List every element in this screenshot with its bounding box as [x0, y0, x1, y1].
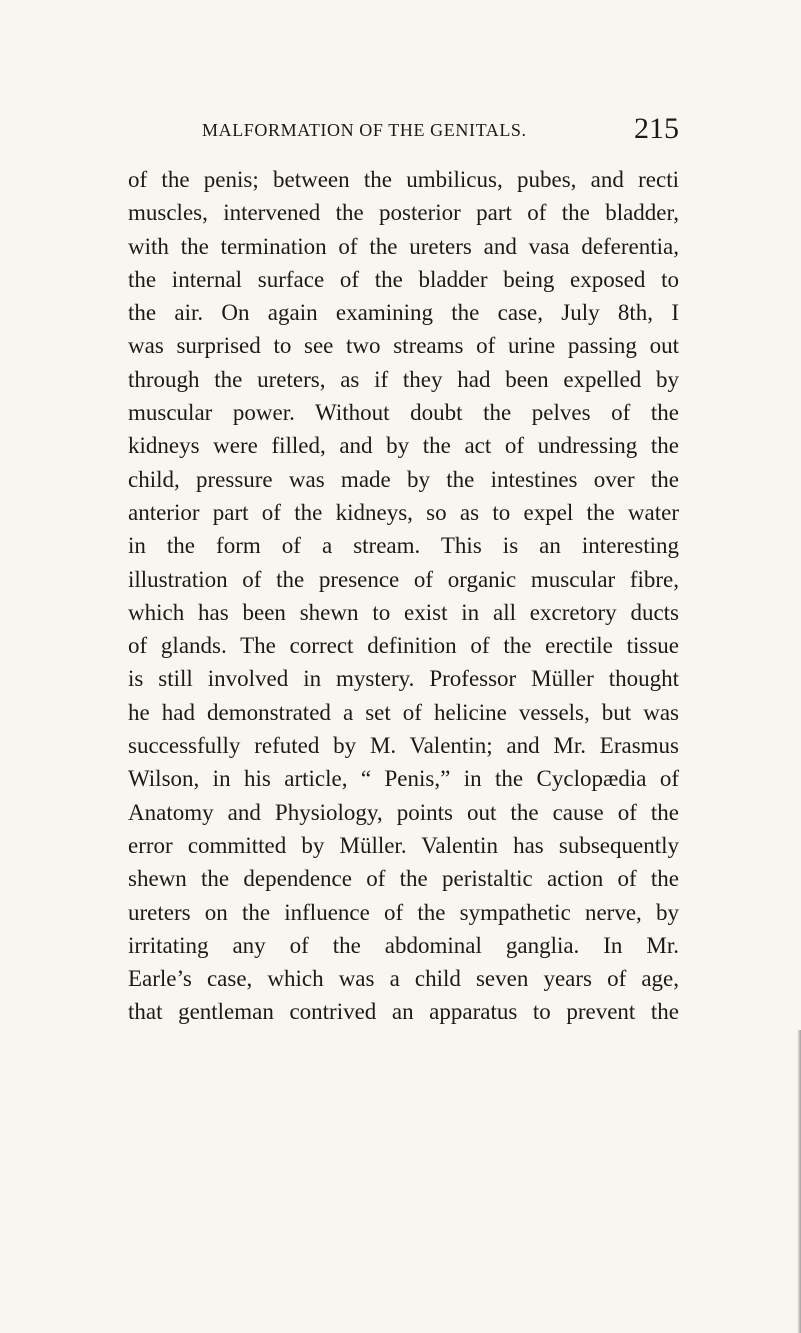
body-text — [128, 163, 679, 1029]
text-line: of the penis; between the umbilicus, pubes, and recti — [128, 167, 679, 192]
text-line: the air. On again examining the case, July 8th, I — [128, 300, 679, 326]
text-line: the internal surface of the bladder being exposed to — [128, 266, 679, 292]
text-line: shewn the dependence of the peristaltic action of the — [128, 866, 679, 892]
text-line: that gentleman contrived an apparatus to prevent the — [128, 999, 679, 1025]
text-line: Anatomy and Physiology, points out the cause of the — [128, 799, 679, 825]
page-number: 215 — [634, 112, 679, 145]
text-line: Earle’s case, which was a child seven years of age, — [128, 966, 679, 992]
text-line: ureters on the influence of the sympathetic nerve, by — [128, 899, 679, 925]
text-line: of glands. The correct definition of the erectile tissue — [128, 633, 679, 659]
running-head: MALFORMATION OF THE GENITALS. — [202, 120, 527, 140]
page-edge-shadow — [797, 1030, 801, 1333]
text-line: is still involved in mystery. Professor Müller thought — [128, 666, 679, 692]
text-line: successfully refuted by M. Valentin; and Mr. Erasmus — [128, 733, 679, 759]
text-line: he had demonstrated a set of helicine vessels, but was — [128, 699, 679, 725]
text-line: illustration of the presence of organic muscular fibre, — [128, 566, 679, 592]
text-line: in the form of a stream. This is an interesting — [128, 533, 679, 559]
text-line: anterior part of the kidneys, so as to expel the water — [128, 499, 679, 525]
text-line: error committed by Müller. Valentin has subsequently — [128, 832, 679, 858]
text-line: irritating any of the abdominal ganglia. In Mr. — [128, 932, 679, 958]
text-line: kidneys were filled, and by the act of undressing the — [128, 433, 679, 459]
text-line: which has been shewn to exist in all excretory ducts — [128, 599, 679, 625]
text-line: Wilson, in his article, “ Penis,” in the Cyclopædia of — [128, 766, 679, 792]
text-line: with the termination of the ureters and vasa deferentia, — [128, 233, 679, 259]
page-header — [202, 112, 679, 152]
text-line: muscular power. Without doubt the pelves of the — [128, 400, 679, 426]
text-line: muscles, intervened the posterior part of the bladder, — [128, 200, 679, 226]
text-line: was surprised to see two streams of urine passing out — [128, 333, 679, 359]
text-line: through the ureters, as if they had been expelled by — [128, 366, 679, 392]
text-line: child, pressure was made by the intestines over the — [128, 466, 679, 492]
